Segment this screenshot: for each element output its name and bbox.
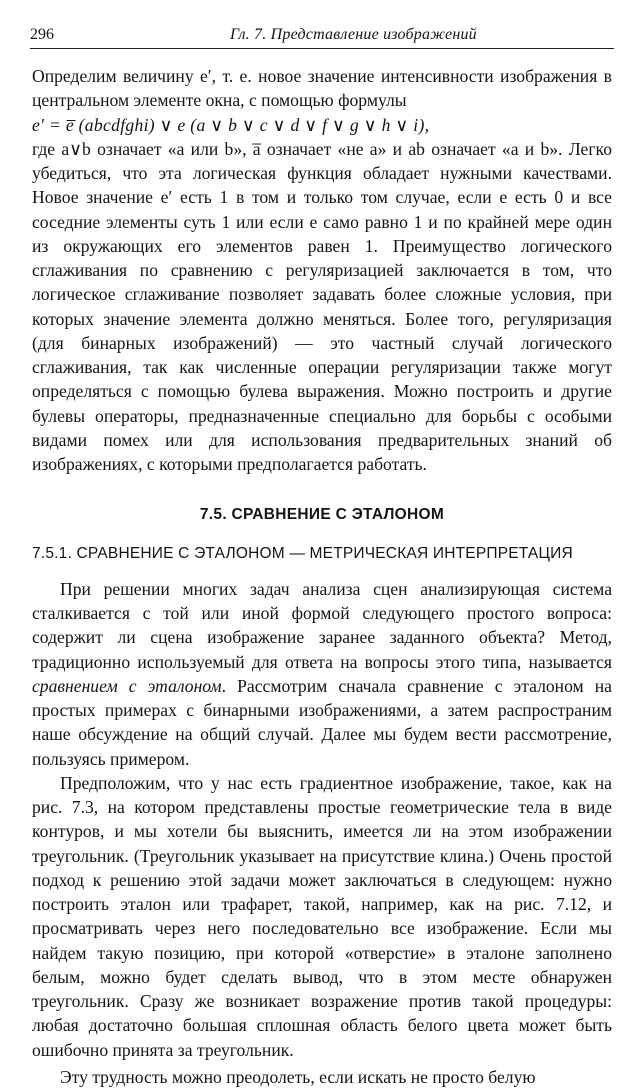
page-number: 296: [30, 26, 54, 43]
running-head: Гл. 7. Представление изображений: [230, 26, 477, 43]
intro-paragraph: Определим величину e′, т. е. новое значение интенсивности изображения в центральном элементе окна, с помощью формулы: [32, 66, 612, 111]
explanation-paragraph: где a∨b означает «a или b», a̅ означает «не a» и ab означает «a и b». Легко убедиться, что эта логическая функция обладает нужными качествами. Новое значение e′ есть 1 в том и только том случае, если e есть 0 и все соседние элементы суть 1 или если e само равно 1 и по крайней мере один из окружающих его элементов равен 1. Преимущество логического сглаживания по сравнению с регуляризацией заключается в том, что логическое сглаживание позволяет задавать более сложные условия, при которых значение элемента должно меняться. Более того, регуляризация (для бинарных изображений) — это частный случай логического сглаживания, так как численные операции регуляризации также могут определяться с помощью булева выражения. Можно построить и другие булевы операторы, предназначенные специально для борьбы с особыми видами помех или для использования предварительных знаний об изображениях, с которыми предполагается работать.: [32, 138, 612, 474]
paragraph-1-text-a: При решении многих задач анализа сцен анализирующая система сталкивается с той или иной формой следующего простого вопроса: содержит ли сцена изображение заранее заданного объекта? Метод, традиционно используемый для ответа на вопросы этого типа, называется: [32, 578, 612, 672]
term-template-matching: сравнением с эталоном: [32, 675, 222, 696]
page-header: [30, 22, 614, 49]
paragraph-2: Предположим, что у нас есть градиентное изображение, такое, как на рис. 7.3, на котором представлены простые геометрические тела в виде контуров, и мы хотели бы выяснить, имеется ли на этом изображении треугольник. (Треугольник указывает на присутствие клина.) Очень простой подход к решению этой задачи может заключаться в следующем: нужно построить эталон или трафарет, такой, например, как на рис. 7.12, и просматривать через него последовательно все изображение. Если мы найдем такую позицию, при которой «отверстие» в эталоне заполнено белым, можно будет сделать вывод, что в этом месте обнаружен треугольник. Сразу же возникает возражение против такой процедуры: любая достаточно большая сплошная область белого цвета может быть ошибочно принята за треугольник.: [32, 772, 612, 1060]
formula: e′ = e̅ (abcdfghi) ∨ e (a ∨ b ∨ c ∨ d ∨ f ∨ g ∨ h ∨ i),: [32, 114, 430, 135]
paragraph-3: Эту трудность можно преодолеть, если искать не просто белую: [60, 1066, 536, 1087]
subsection-title: 7.5.1. СРАВНЕНИЕ С ЭТАЛОНОМ — МЕТРИЧЕСКАЯ ИНТЕРПРЕТАЦИЯ: [32, 544, 573, 562]
section-title: 7.5. СРАВНЕНИЕ С ЭТАЛОНОМ: [199, 506, 445, 524]
paragraph-1: [32, 577, 612, 771]
paragraph-1-text-b: . Рассмотрим сначала сравнение с эталоном на простых примерах с бинарными изображениями, а затем распространим наше обсуждение на общий случай. Далее мы будем вести рассмотрение, пользуясь примером.: [32, 675, 612, 769]
page-body: [32, 64, 612, 1089]
